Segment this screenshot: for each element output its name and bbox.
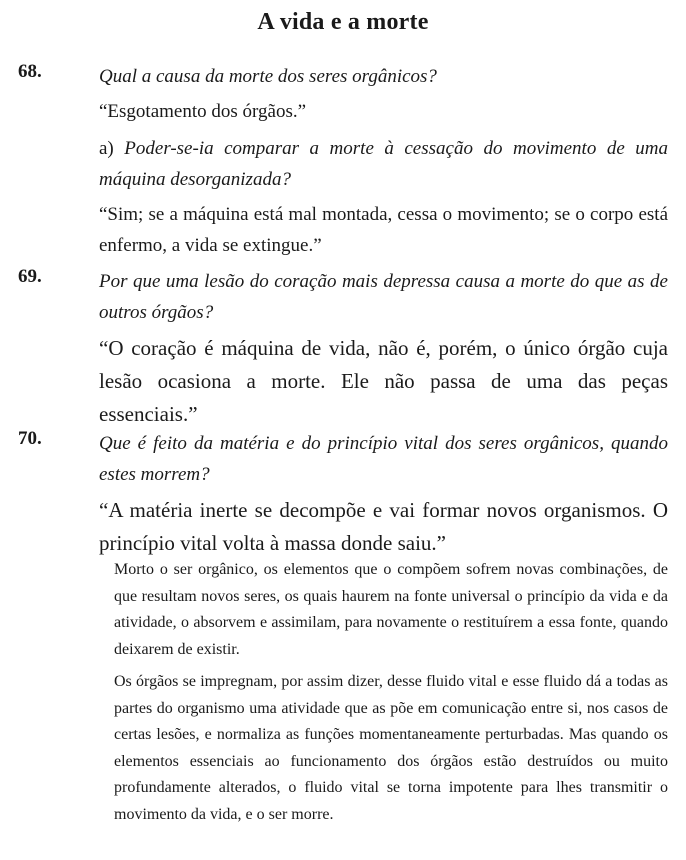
question-text: Que é feito da matéria e do princípio vital dos seres orgânicos, quando estes morrem? <box>99 433 668 485</box>
question-number: 70. <box>18 428 42 449</box>
question-number: 68. <box>18 61 42 82</box>
page-title: A vida e a morte <box>257 9 429 35</box>
question-text: Qual a causa da morte dos seres orgânicos? <box>99 66 437 87</box>
question-block-69 <box>18 266 668 431</box>
commentary-paragraph: Morto o ser orgânico, os elementos que o compõem sofrem novas combinações, de que resultam novos seres, os quais haurem na fonte universal o princípio da vida e da atividade, o absorvem e assimilam, para novamente o restituírem a essa fonte, quando deixarem de existir. <box>114 561 668 658</box>
question-text: Por que uma lesão do coração mais depressa causa a morte do que as de outros órgãos? <box>99 271 668 323</box>
question-block-70 <box>18 428 668 560</box>
sub-answer-text: “Sim; se a máquina está mal montada, cessa o movimento; se o corpo está enfermo, a vida se extingue.” <box>99 204 668 256</box>
sub-question-text: Poder-se-ia comparar a morte à cessação do movimento de uma máquina desorganizada? <box>99 138 668 190</box>
answer-text: “O coração é máquina de vida, não é, porém, o único órgão cuja lesão ocasiona a morte. Ele não passa de uma das peças essenciais.” <box>99 336 668 426</box>
question-number: 69. <box>18 266 42 287</box>
answer-text: “A matéria inerte se decompõe e vai formar novos organismos. O princípio vital volta à massa donde saiu.” <box>99 498 668 555</box>
commentary-block <box>114 557 668 834</box>
question-block-68 <box>18 61 668 261</box>
sub-question <box>99 133 668 195</box>
commentary-paragraph: Os órgãos se impregnam, por assim dizer, desse fluido vital e esse fluido dá a todas as partes do organismo uma atividade que as põe em comunicação entre si, nos casos de certas lesões, e normaliza as funções momentaneamente perturbadas. Mas quando os elementos essenciais ao funcionamento dos órgãos estão destruídos ou muito profundamente alterados, o fluido vital se torna impotente para lhes transmitir o movimento da vida, e o ser morre. <box>114 673 668 823</box>
answer-text: “Esgotamento dos órgãos.” <box>99 101 307 122</box>
sub-question-label: a) <box>99 138 114 159</box>
